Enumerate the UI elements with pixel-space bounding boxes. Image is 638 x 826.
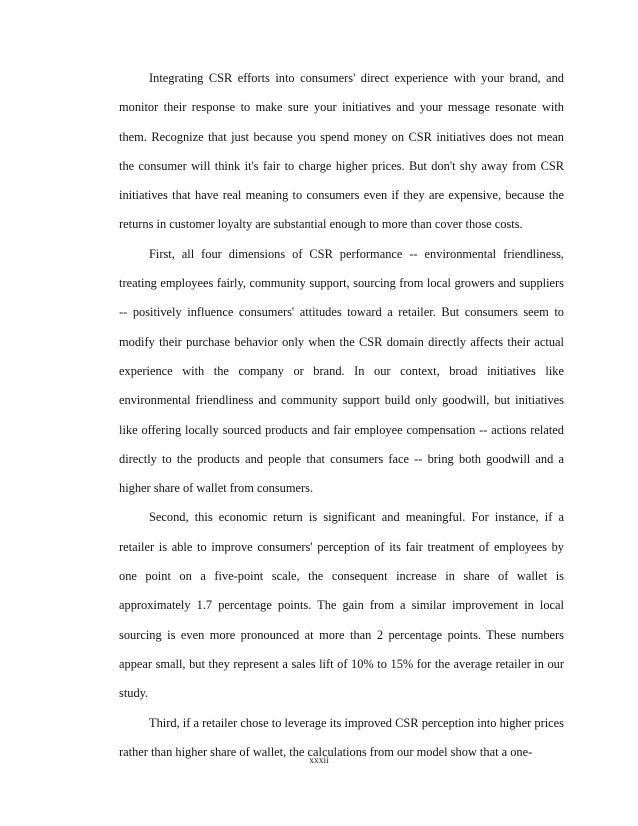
paragraph-second-finding: Second, this economic return is significant and meaningful. For instance, if a retailer is able to improve consumers' perception of its fair treatment of employees by one point on a five-point scale, the consequent increase in share of wallet is approximately 1.7 percentage points. The gain from a similar improvement in local sourcing is even more pronounced at more than 2 percentage points. These numbers appear small, but they represent a sales lift of 10% to 15% for the average retailer in our study.	[119, 510, 564, 701]
body-text	[119, 64, 564, 767]
paragraph-first-finding: First, all four dimensions of CSR performance -- environmental friendliness, treating employees fairly, community support, sourcing from local growers and suppliers -- positively influence consumers' attitudes toward a retailer. But consumers seem to modify their purchase behavior only when the CSR domain directly affects their actual experience with the company or brand. In our context, broad initiatives like environmental friendliness and community support build only goodwill, but initiatives like offering locally sourced products and fair employee compensation -- actions related directly to the products and people that consumers face -- bring both goodwill and a higher share of wallet from consumers.	[119, 246, 564, 496]
page-number: xxxii	[309, 756, 329, 766]
paragraph-third-finding: Third, if a retailer chose to leverage its improved CSR perception into higher prices rather than higher share of wallet, the calculations from our model show that a one-	[119, 715, 564, 759]
paragraph-csr-integration: Integrating CSR efforts into consumers' direct experience with your brand, and monitor their response to make sure your initiatives and your message resonate with them. Recognize that just because you spend money on CSR initiatives does not mean the consumer will think it's fair to charge higher prices. But don't shy away from CSR initiatives that have real meaning to consumers even if they are expensive, because the returns in customer loyalty are substantial enough to more than cover those costs.	[119, 71, 564, 232]
